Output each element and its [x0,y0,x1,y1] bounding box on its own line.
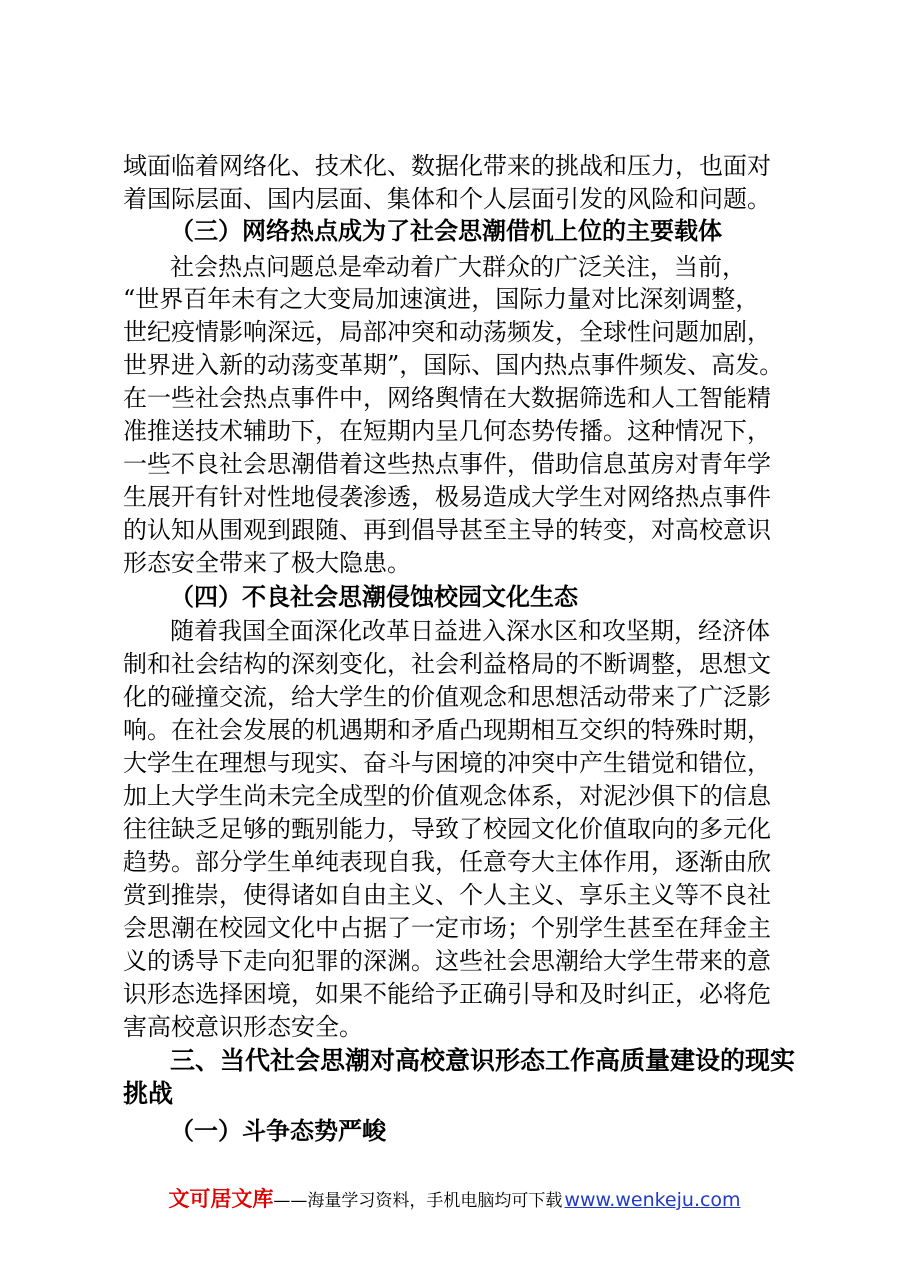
section-heading-4: （四）不良社会思潮侵蚀校园文化生态 [170,582,578,611]
body-line: 往往缺乏足够的甄别能力，导致了校园文化价值取向的多元化 [123,815,771,843]
body-line: 义的诱导下走向犯罪的深渊。这些社会思潮给大学生带来的意 [123,947,771,975]
body-line: 赏到推崇，使得诸如自由主义、个人主义、享乐主义等不良社 [123,881,771,909]
body-line: 域面临着网络化、技术化、数据化带来的挑战和压力，也面对 [123,152,771,180]
body-line: 社会热点问题总是牵动着广大群众的广泛关注，当前， [170,253,746,281]
chapter-heading: 三、当代社会思潮对高校意识形态工作高质量建设的现实 [170,1046,796,1075]
body-line: 的认知从围观到跟随、再到倡导甚至主导的转变，对高校意识 [123,516,771,544]
chapter-heading-continued: 挑战 [123,1079,174,1108]
body-line: 准推送技术辅助下，在短期内呈几何态势传播。这种情况下， [123,417,771,445]
section-heading-3: （三）网络热点成为了社会思潮借机上位的主要载体 [170,216,722,245]
body-line: 生展开有针对性地侵袭渗透，极易造成大学生对网络热点事件 [123,483,771,511]
body-line: 响。在社会发展的机遇期和矛盾凸现期相互交织的特殊时期， [123,716,771,744]
body-line: 形态安全带来了极大隐患。 [123,549,411,577]
body-line: 害高校意识形态安全。 [123,1013,363,1041]
body-line: 在一些社会热点事件中，网络舆情在大数据筛选和人工智能精 [123,384,771,412]
body-line: 制和社会结构的深刻变化，社会利益格局的不断调整，思想文 [123,650,771,678]
body-line: 世界进入新的动荡变革期”，国际、国内热点事件频发、高发。 [123,351,784,379]
body-line: “世界百年未有之大变局加速演进，国际力量对比深刻调整， [123,285,760,313]
body-line: 一些不良社会思潮借着这些热点事件，借助信息茧房对青年学 [123,450,771,478]
body-line: 化的碰撞交流，给大学生的价值观念和思想活动带来了广泛影 [123,683,771,711]
body-line: 随着我国全面深化改革日益进入深水区和攻坚期，经济体 [170,617,770,645]
footer-link[interactable]: www.wenkeju.com [564,1189,741,1211]
footer-tagline: ——海量学习资料，手机电脑均可下载 [273,1191,563,1211]
body-line: 识形态选择困境，如果不能给予正确引导和及时纠正，必将危 [123,980,771,1008]
body-line: 加上大学生尚未完全成型的价值观念体系，对泥沙俱下的信息 [123,782,771,810]
section-heading-1: （一）斗争态势严峻 [170,1116,386,1145]
body-line: 着国际层面、国内层面、集体和个人层面引发的风险和问题。 [123,185,771,213]
footer-banner [0,1183,909,1211]
body-line: 世纪疫情影响深远，局部冲突和动荡频发，全球性问题加剧， [123,318,771,346]
body-line: 大学生在理想与现实、奋斗与困境的冲突中产生错觉和错位， [123,749,771,777]
body-line: 会思潮在校园文化中占据了一定市场；个别学生甚至在拜金主 [123,914,771,942]
body-line: 趋势。部分学生单纯表现自我，任意夸大主体作用，逐渐由欣 [123,848,771,876]
footer-brand: 文可居文库 [168,1187,274,1211]
